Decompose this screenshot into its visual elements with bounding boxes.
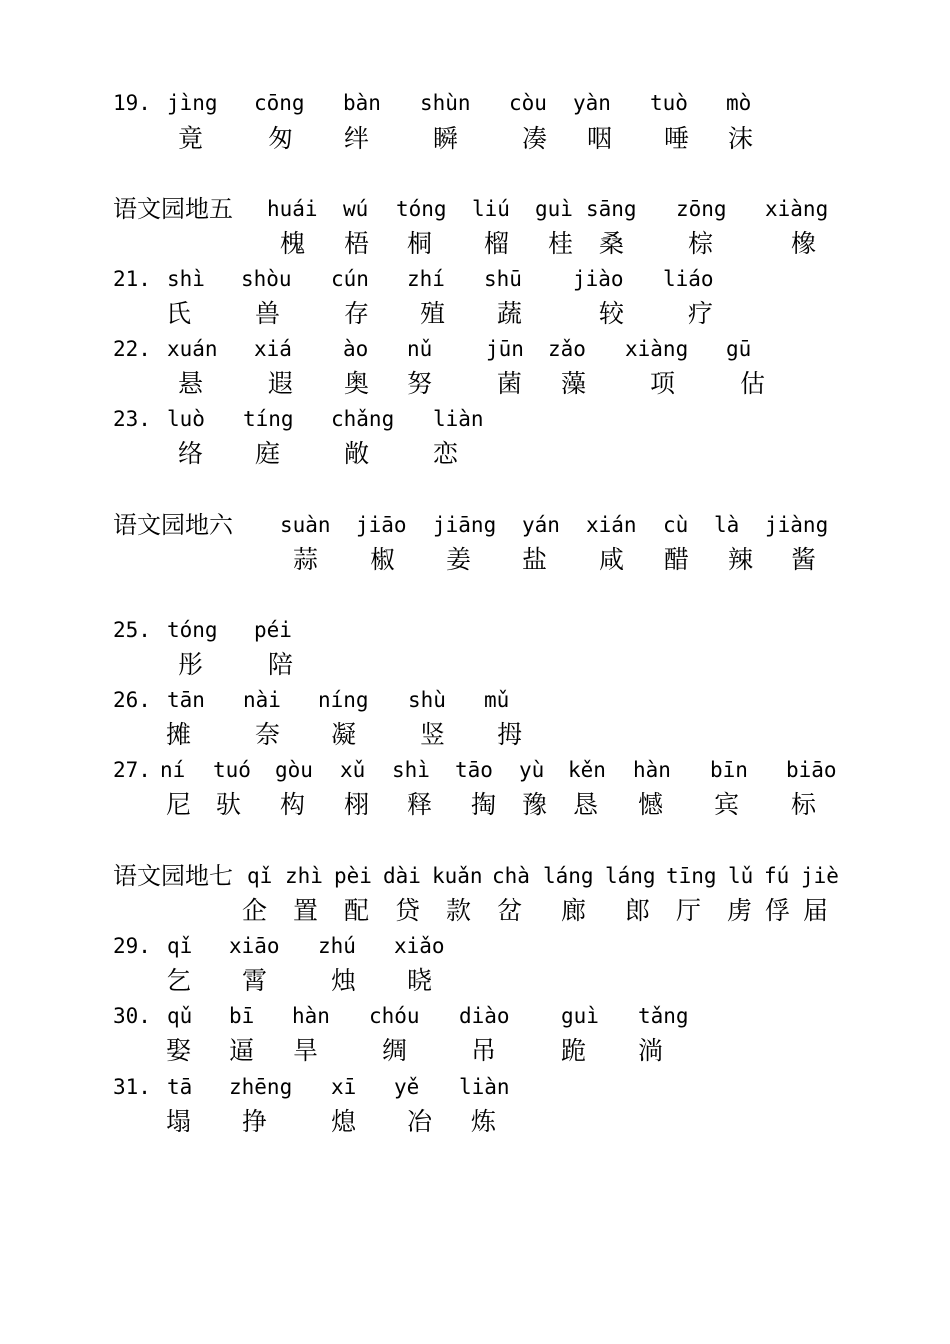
pinyin: liú	[472, 197, 510, 221]
pinyin: kěn	[568, 758, 606, 782]
pinyin: pèi	[334, 864, 372, 888]
hanzi: 蔬	[497, 299, 523, 328]
pinyin: xián	[586, 513, 637, 537]
hanzi: 掏	[471, 790, 497, 819]
hanzi: 恳	[573, 790, 599, 819]
hanzi: 跪	[561, 1036, 587, 1065]
pinyin: yàn	[573, 91, 611, 115]
hanzi: 驮	[216, 790, 242, 819]
hanzi: 榴	[484, 229, 510, 258]
pinyin: dài	[383, 864, 421, 888]
pinyin: tóng	[167, 618, 218, 642]
section-label: 21.	[113, 267, 151, 291]
pinyin: yán	[522, 513, 560, 537]
pinyin: zǎo	[548, 337, 586, 361]
hanzi: 桑	[599, 229, 625, 258]
pinyin: guì	[535, 197, 573, 221]
pinyin: shù	[408, 688, 446, 712]
pinyin: kuǎn	[432, 864, 483, 888]
hanzi: 尼	[166, 790, 192, 819]
pinyin: cù	[663, 513, 689, 537]
pinyin: suàn	[280, 513, 331, 537]
hanzi: 标	[791, 790, 817, 819]
hanzi: 悬	[178, 369, 204, 398]
pinyin: yě	[394, 1075, 420, 1099]
pinyin: biāo	[786, 758, 837, 782]
hanzi: 氏	[166, 299, 192, 328]
pinyin: jiào	[573, 267, 624, 291]
hanzi: 桐	[407, 229, 433, 258]
pinyin: shòu	[241, 267, 292, 291]
section-heading: 语文园地五	[113, 195, 233, 223]
hanzi: 挣	[242, 1107, 268, 1136]
hanzi: 庭	[255, 439, 281, 468]
pinyin: gū	[726, 337, 752, 361]
section-label: 22.	[113, 337, 151, 361]
hanzi: 豫	[522, 790, 548, 819]
hanzi: 淌	[638, 1036, 664, 1065]
section-label: 29.	[113, 934, 151, 958]
hanzi: 熄	[331, 1107, 357, 1136]
pinyin: cún	[331, 267, 369, 291]
pinyin: tuó	[213, 758, 251, 782]
hanzi: 拇	[497, 720, 523, 749]
pinyin: tāo	[455, 758, 493, 782]
hanzi: 橡	[791, 229, 817, 258]
hanzi: 绊	[344, 124, 370, 153]
pinyin: jìng	[167, 91, 218, 115]
hanzi: 敞	[344, 439, 370, 468]
pinyin: bī	[229, 1004, 255, 1028]
pinyin: xuán	[167, 337, 218, 361]
pinyin: zhì	[285, 864, 323, 888]
pinyin: fú	[764, 864, 790, 888]
hanzi: 较	[599, 299, 625, 328]
hanzi: 匆	[268, 124, 294, 153]
hanzi: 奥	[344, 369, 370, 398]
pinyin: liáo	[663, 267, 714, 291]
hanzi: 菌	[497, 369, 523, 398]
hanzi: 乞	[166, 966, 192, 995]
pinyin: zhú	[318, 934, 356, 958]
hanzi: 梧	[344, 229, 370, 258]
pinyin: láng	[543, 864, 594, 888]
hanzi: 咸	[599, 545, 625, 574]
hanzi: 桂	[548, 229, 574, 258]
hanzi: 廊	[561, 896, 587, 925]
hanzi: 岔	[497, 896, 523, 925]
pinyin: láng	[605, 864, 656, 888]
pinyin: còu	[509, 91, 547, 115]
hanzi: 彤	[178, 650, 204, 679]
pinyin: là	[714, 513, 740, 537]
hanzi: 郎	[625, 896, 651, 925]
hanzi: 努	[407, 369, 433, 398]
pinyin: luò	[167, 407, 205, 431]
pinyin: zhí	[407, 267, 445, 291]
pinyin: chà	[492, 864, 530, 888]
hanzi: 塌	[166, 1107, 192, 1136]
pinyin: tā	[167, 1075, 193, 1099]
pinyin: tuò	[650, 91, 688, 115]
pinyin: diào	[459, 1004, 510, 1028]
hanzi: 酱	[791, 545, 817, 574]
pinyin: shì	[392, 758, 430, 782]
pinyin: níng	[318, 688, 369, 712]
pinyin: ào	[343, 337, 369, 361]
section-label: 27.	[113, 758, 151, 782]
pinyin: tóng	[396, 197, 447, 221]
hanzi: 辣	[728, 545, 754, 574]
hanzi: 旱	[293, 1036, 319, 1065]
hanzi: 棕	[688, 229, 714, 258]
section-label: 31.	[113, 1075, 151, 1099]
pinyin: liàn	[433, 407, 484, 431]
hanzi: 届	[803, 896, 829, 925]
section-label: 25.	[113, 618, 151, 642]
hanzi: 虏	[727, 896, 753, 925]
pinyin: lǔ	[728, 864, 754, 888]
pinyin: jūn	[486, 337, 524, 361]
hanzi: 炼	[471, 1107, 497, 1136]
hanzi: 企	[242, 896, 268, 925]
hanzi: 栩	[344, 790, 370, 819]
hanzi: 款	[446, 896, 472, 925]
pinyin: zhēng	[229, 1075, 293, 1099]
pinyin: xiǎo	[394, 934, 445, 958]
section-label: 23.	[113, 407, 151, 431]
pinyin: chóu	[369, 1004, 420, 1028]
hanzi: 摊	[166, 720, 192, 749]
hanzi: 霄	[242, 966, 268, 995]
pinyin: guì	[561, 1004, 599, 1028]
hanzi: 晓	[407, 966, 433, 995]
hanzi: 椒	[370, 545, 396, 574]
pinyin: hàn	[292, 1004, 330, 1028]
hanzi: 估	[740, 369, 766, 398]
hanzi: 兽	[255, 299, 281, 328]
pinyin: qǔ	[167, 1004, 193, 1028]
pinyin: qǐ	[167, 934, 193, 958]
pinyin: liàn	[459, 1075, 510, 1099]
section-label: 26.	[113, 688, 151, 712]
pinyin: xiá	[254, 337, 292, 361]
pinyin: cōng	[254, 91, 305, 115]
pinyin: jiè	[801, 864, 839, 888]
hanzi: 奈	[255, 720, 281, 749]
hanzi: 竟	[178, 124, 204, 153]
pinyin: tīng	[666, 864, 717, 888]
pinyin: ní	[160, 758, 186, 782]
pinyin: jiāo	[356, 513, 407, 537]
pinyin: shùn	[420, 91, 471, 115]
hanzi: 逼	[229, 1036, 255, 1065]
hanzi: 置	[293, 896, 319, 925]
hanzi: 唾	[664, 124, 690, 153]
hanzi: 姜	[446, 545, 472, 574]
pinyin: xiàng	[765, 197, 829, 221]
hanzi: 遐	[268, 369, 294, 398]
section-heading: 语文园地六	[113, 511, 233, 539]
hanzi: 冶	[407, 1107, 433, 1136]
hanzi: 憾	[638, 790, 664, 819]
hanzi: 释	[407, 790, 433, 819]
hanzi: 盐	[522, 545, 548, 574]
hanzi: 构	[280, 790, 306, 819]
hanzi: 槐	[280, 229, 306, 258]
hanzi: 凑	[522, 124, 548, 153]
hanzi: 配	[344, 896, 370, 925]
pinyin: péi	[254, 618, 292, 642]
hanzi: 娶	[166, 1036, 192, 1065]
hanzi: 瞬	[433, 124, 459, 153]
hanzi: 凝	[331, 720, 357, 749]
section-heading: 语文园地七	[113, 862, 233, 890]
hanzi: 疗	[688, 299, 714, 328]
hanzi: 吊	[471, 1036, 497, 1065]
hanzi: 陪	[268, 650, 294, 679]
hanzi: 绸	[382, 1036, 408, 1065]
pinyin: zōng	[676, 197, 727, 221]
section-label: 19.	[113, 91, 151, 115]
pinyin: nǔ	[407, 337, 433, 361]
hanzi: 厅	[676, 896, 702, 925]
hanzi: 贷	[395, 896, 421, 925]
pinyin: sāng	[586, 197, 637, 221]
hanzi: 咽	[587, 124, 613, 153]
pinyin: nài	[243, 688, 281, 712]
pinyin: shì	[167, 267, 205, 291]
pinyin: xiàng	[625, 337, 689, 361]
pinyin: shū	[484, 267, 522, 291]
hanzi: 蒜	[293, 545, 319, 574]
pinyin: bàn	[343, 91, 381, 115]
pinyin: tān	[167, 688, 205, 712]
pinyin: huái	[267, 197, 318, 221]
pinyin: xǔ	[340, 758, 366, 782]
hanzi: 藻	[561, 369, 587, 398]
hanzi: 竖	[420, 720, 446, 749]
pinyin: gòu	[275, 758, 313, 782]
pinyin: hàn	[633, 758, 671, 782]
pinyin: xiāo	[229, 934, 280, 958]
hanzi: 络	[178, 439, 204, 468]
pinyin: jiāng	[433, 513, 497, 537]
section-label: 30.	[113, 1004, 151, 1028]
hanzi: 沫	[728, 124, 754, 153]
hanzi: 俘	[765, 896, 791, 925]
pinyin: wú	[343, 197, 369, 221]
pinyin: xī	[331, 1075, 357, 1099]
pinyin: bīn	[710, 758, 748, 782]
hanzi: 项	[650, 369, 676, 398]
pinyin: jiàng	[765, 513, 829, 537]
pinyin: tǎng	[638, 1004, 689, 1028]
hanzi: 殖	[420, 299, 446, 328]
pinyin: yù	[519, 758, 545, 782]
hanzi: 烛	[331, 966, 357, 995]
pinyin: tíng	[243, 407, 294, 431]
hanzi: 存	[344, 299, 370, 328]
pinyin: qǐ	[247, 864, 273, 888]
hanzi: 宾	[714, 790, 740, 819]
pinyin: chǎng	[331, 407, 395, 431]
hanzi: 醋	[664, 545, 690, 574]
pinyin: mǔ	[484, 688, 510, 712]
hanzi: 恋	[433, 439, 459, 468]
pinyin: mò	[726, 91, 752, 115]
